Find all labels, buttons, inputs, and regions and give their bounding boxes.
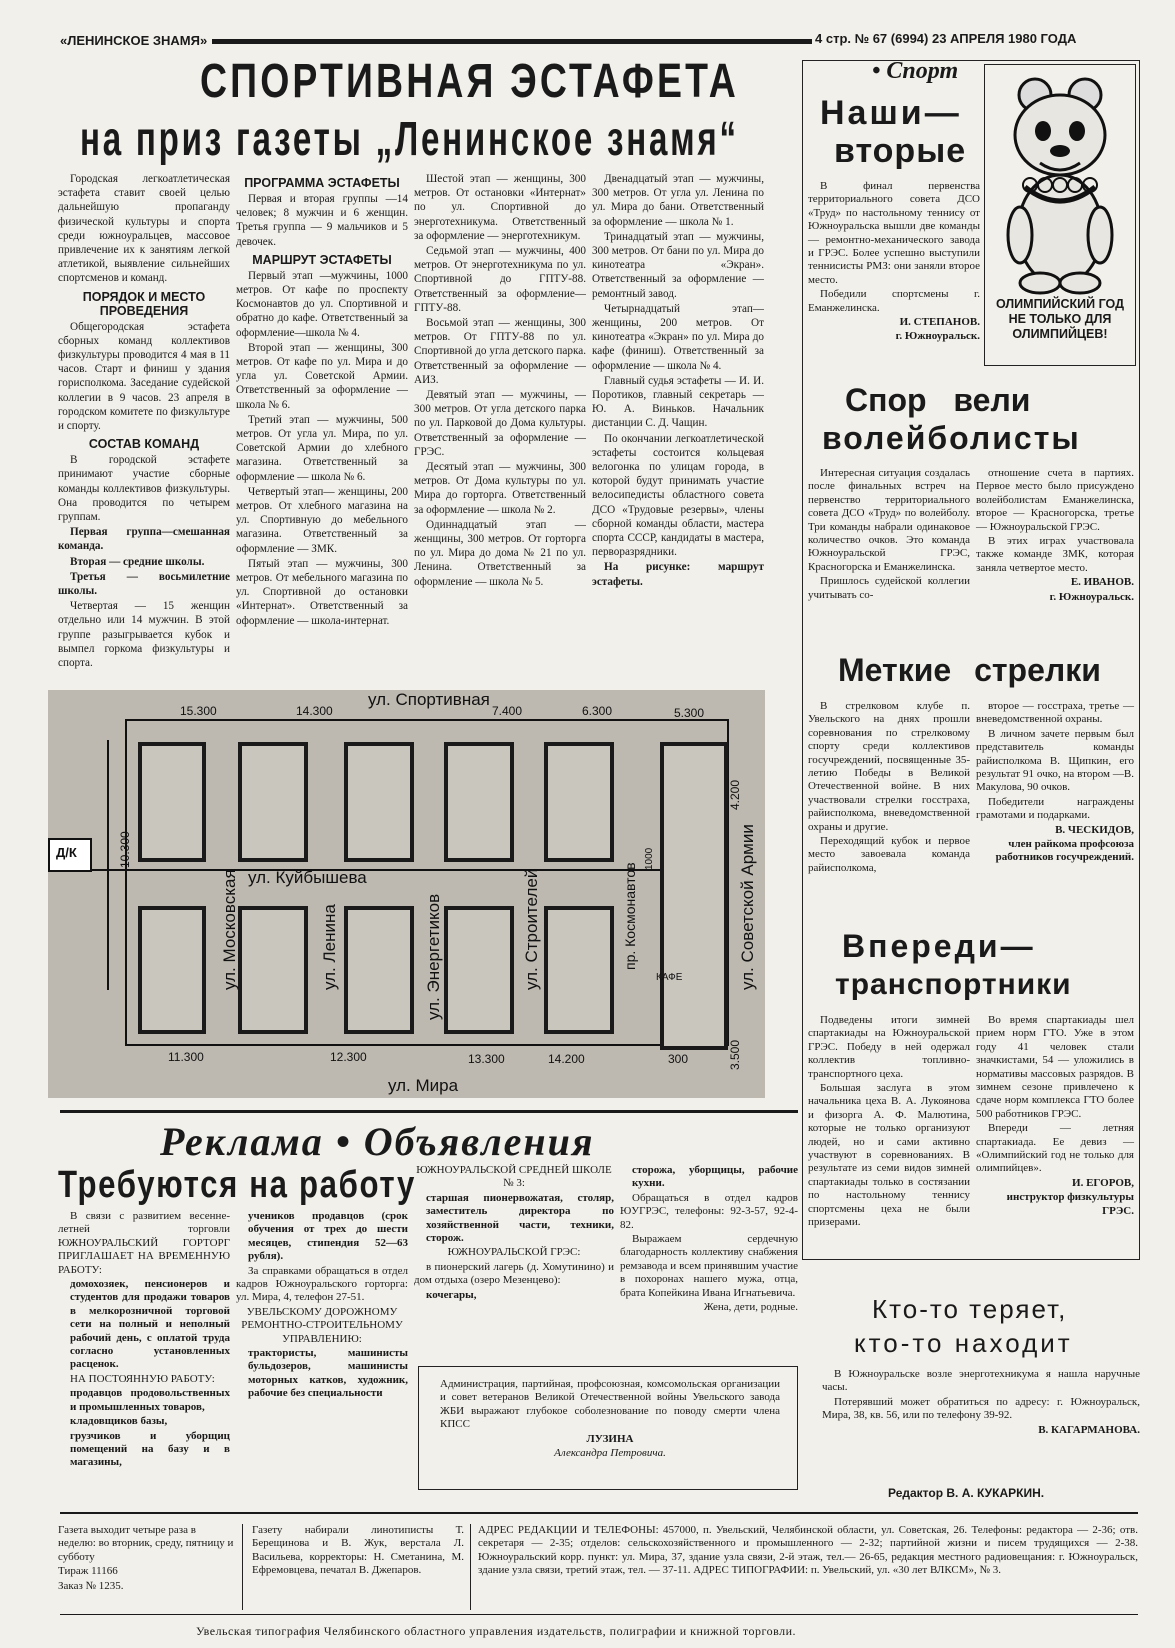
relay-heading-route: МАРШРУТ ЭСТАФЕТЫ: [252, 252, 392, 267]
issue-info: 4 стр. № 67 (6994) 23 АПРЕЛЯ 1980 ГОДА: [815, 31, 1077, 46]
relay-stage-9: Девятый этап — мужчины, — 300 метров. От угла детского парка по ул. Парковой до Дома культуры. Ответственный за оформление — ГРЭС.: [414, 389, 586, 458]
ads-gortorg-perm: НА ПОСТОЯННУЮ РАБОТУ:: [70, 1372, 215, 1385]
sport-art4-text2: Во время спартакиады шел прием норм ГТО. Уже в этом году 41 человек стали значкистами, 54 — уложились в нормативы массовых разрядов. В зимнем сезоне привлечено к сдаче норм комплекса ГТО более 500 работников ГРЭС.: [976, 1014, 1134, 1120]
ads-gres-contact: Обращаться в отдел кадров ЮУГРЭС, телефоны: 92-3-57, 92-4-82.: [620, 1191, 798, 1231]
relay-order-text: Общегородская эстафета сборных команд коллективов физкультуры проводится 4 мая в 11 часов. Старт и финиш у здания горисполкома. Заседание судейской коллегии в 9 часов. 23 апреля в городском комитете по физкультуре и спорту.: [58, 320, 230, 433]
map-dist-top-1: 15.300: [180, 704, 217, 718]
footer-address: АДРЕС РЕДАКЦИИ И ТЕЛЕФОНЫ: 457000, п. Увельский, Челябинской области, ул. Советская, 26. Телефоны: редактора — 2-36; отв. секретаря — 2-35; отделов: сельскохозяйственного и промышленного — 2-32; партийной жизни и писем трудящихся — 2-38. Южноуральский корр. пункт: ул. Мира, 37, здание узла связи, 2-й этаж, тел.— 26-65, редакция местного радиовещания: г. Южноуральск, здание узла связи, третий этаж, тел. — 37-11. АДРЕС ТИПОГРАФИИ: п. Увельский, ул. «30 лет ВЛКСМ», № 3.: [478, 1524, 1138, 1577]
ads-gortorg-temp: домохозяек, пенсионеров и студентов для продажи товаров в мелкорозничной торговой сети на полный и неполный рабочий день, с оплатой труда согласно установленных расценок.: [70, 1278, 230, 1371]
map-street-sportivnaya: ул. Спортивная: [368, 690, 490, 709]
sport-art4-text1b: Большая заслуга в этом начальника цеха В. А. Лукоянова и физорга А. Ф. Малютина, которые не только организуют людей, но и сами активно участвуют в соревнованиях. В результате из семи видов зимней спартакиады только в состязании по настольному теннису спортсмены цеха не были призерами.: [808, 1082, 970, 1229]
ads-gratitude-sig: Жена, дети, родные.: [703, 1301, 798, 1314]
relay-group-3: Третья — восьмилетние школы.: [58, 570, 230, 598]
relay-intro: Городская легкоатлетическая эстафета ставит своей целью дальнейшую пропаганду физической культуры и спорта среди южноуральцев, массовое привлечение их к занятиям легкой атлетикой, выявление сильнейших спортсменов и команд.: [58, 173, 230, 285]
sport-art3-text1b: Переходящий кубок и первое место завоевала команда райисполкома,: [808, 835, 970, 874]
ads-gres-jobs: сторожа, уборщицы, рабочие кухни.: [632, 1164, 798, 1190]
map-dist-top-3: 7.400: [492, 704, 523, 718]
olympic-box: [984, 64, 1136, 366]
sport-art2-sig2: г. Южноуральск.: [1049, 590, 1134, 603]
relay-judges: Главный судья эстафеты — И. И. Поротиков, главный секретарь — Ю. А. Виньков. Начальник дистанции С. Д. Чащин.: [592, 374, 764, 430]
sport-art2-text1b: Пришлось судейской коллегии учитывать со-: [808, 575, 970, 601]
route-map: [48, 690, 765, 1098]
sport-art3-col1: [808, 700, 970, 920]
footer-col-3: [478, 1524, 1138, 1614]
map-dist-kosm: 1000: [644, 847, 655, 870]
sport-art2-col1: [808, 467, 970, 647]
relay-column-4: [592, 172, 764, 652]
relay-heading-teams: СОСТАВ КОМАНД: [88, 437, 200, 452]
relay-stage-6: Шестой этап — женщины, 300 метров. От остановки «Интернат» по ул. Спортивной до энерготехникума. Ответственный за оформление — энерготехникум.: [414, 173, 586, 242]
relay-stage-11: Одиннадцатый этап — женщины, 300 метров. От горторга по ул. Мира до дома № 21 по ул. Ленина. Ответственный за оформление — школа № 5.: [414, 518, 586, 588]
lost-title2: кто-то находит: [854, 1328, 1073, 1358]
sport-art2-title2: волейболисты: [822, 420, 1081, 456]
footer-order: Заказ № 1235.: [58, 1579, 124, 1592]
footer-col-2: [252, 1524, 464, 1614]
map-street-kosmonavtov: пр. Космонавтов: [622, 862, 638, 970]
map-street-stroiteley: ул. Строителей: [522, 868, 541, 990]
ads-gres: ЮЖНОУРАЛЬСКОЙ ГРЭС:: [447, 1246, 581, 1259]
relay-group-2: Вторая — средние школы.: [70, 555, 205, 568]
ads-top-rule: [60, 1110, 798, 1113]
sport-art3-text2b: В личном зачете первым был представитель команды райисполкома В. Щипкин, его результат 91 очко, на втором —В. Макулова, 90 очков.: [976, 727, 1134, 794]
sport-art1-sig2: г. Южноуральск.: [895, 330, 980, 343]
map-dist-bot-5: 300: [668, 1052, 689, 1066]
map-dist-bot-1: 11.300: [168, 1050, 204, 1064]
relay-stage-3: Третий этап — мужчины, 500 метров. От угла ул. Мира, по ул. Советской Армии до хлебного магазина. Ответственный за оформление — школа № 6.: [236, 413, 408, 483]
lost-body: [822, 1368, 1140, 1478]
ads-gortorg-loaders: грузчиков и уборщиц помещений на базу и в магазины,: [70, 1429, 230, 1469]
map-dist-top-2: 14.300: [296, 704, 333, 718]
relay-stage-5: Пятый этап — мужчины, 300 метров. От мебельного магазина по ул. Спортивной до остановки «Интернат». Ответственный за оформление — школа-интернат.: [236, 557, 408, 627]
ads-col-3: [414, 1164, 614, 1364]
relay-stage-10: Десятый этап — мужчины, 300 метров. От Дома культуры по ул. Мира до горторга. Ответственный за оформление — школа № 2.: [414, 461, 586, 516]
sport-art1-title2: вторые: [834, 132, 967, 170]
map-dist-bot-2: 12.300: [330, 1050, 367, 1064]
relay-column-2: [236, 172, 408, 652]
sport-art4-title1: Впереди—: [842, 928, 1036, 964]
map-street-moskovskaya: ул. Московская: [220, 869, 239, 990]
map-block-5: [544, 742, 614, 862]
ads-drsu: УВЕЛЬСКОМУ ДОРОЖНОМУ РЕМОНТНО-СТРОИТЕЛЬНОМУ УПРАВЛЕНИЮ:: [241, 1305, 403, 1345]
sport-art4-sig2: инструктор физкультуры ГРЭС.: [1006, 1191, 1134, 1217]
sport-art2-text1: Интересная ситуация создалась после финальных встреч на первенство территориального совета ДСО «Труд» по волейболу. Три команды набрали одинаковое количество очков. Это команда Южноуральской ГРЭС, Красногорска и Еманжелинска.: [808, 467, 970, 573]
lost-text2: Потерявший может обратиться по адресу: г. Южноуральск, Мира, 38, кв. 56, или по телефону 39-92.: [822, 1395, 1140, 1422]
relay-bike-race: По окончании легкоатлетической эстафеты состоится кольцевая велогонка по улицам города, в которой будут принимать участие велосипедисты областного совета ДСО «Трудовые резервы», члены сборной команды области, мастера спорта СССР, кандидаты в мастера, перворазрядники.: [592, 432, 764, 559]
sport-art1-title1: Наши—: [820, 94, 962, 132]
relay-stage-1: Первый этап —мужчины, 1000 метров. От кафе по проспекту Космонавтов до ул. Спортивной и обратно до кафе. Ответственный за оформление—школа № 4.: [236, 269, 408, 339]
map-kafe: КАФЕ: [656, 972, 683, 983]
map-block-7: [138, 906, 206, 1034]
relay-stage-4: Четвертый этап— женщины, 200 метров. От хлебного магазина на ул. Спортивную до мебельного магазина. Ответственный за оформление — ЗМК.: [236, 485, 408, 555]
sport-art3-text2c: Победители награждены грамотами и подарками.: [976, 795, 1134, 822]
footer-divider-1: [242, 1524, 243, 1610]
relay-title-line2: на приз газеты „Ленинское знамя“: [80, 113, 739, 166]
sport-art3-sig2: член райкома профсоюза работников госучреждений.: [995, 838, 1134, 864]
footer-printer: Увельская типография Челябинского областного управления издательств, полиграфии и книжной торговли.: [196, 1624, 797, 1638]
relay-group-4: Четвертая — 15 женщин отдельно или 14 мужчин. В этой группе разыгрывается кубок и вымпел горкома физкультуры и спорта.: [58, 600, 230, 670]
condolence-name2: Александра Петровича.: [554, 1447, 666, 1460]
map-block-11: [544, 906, 614, 1034]
sport-art4-text1: Подведены итоги зимней спартакиады на Южноуральской ГРЭС. Победу в ней одержал коллектив топливно-транспортного цеха.: [808, 1014, 970, 1080]
map-block-3: [344, 742, 414, 862]
relay-stage-13: Тринадцатый этап — мужчины, 300 метров. От бани по ул. Мира до кинотеатра «Экран». Ответственный за оформление — ремонтный завод.: [592, 230, 764, 300]
ads-drsu-jobs: трактористы, машинисты бульдозеров, машинисты моторных катков, художник, рабочие без специальности: [248, 1347, 408, 1400]
footer-col-1: [58, 1524, 236, 1614]
map-street-sovarmii: ул. Советской Армии: [738, 824, 757, 990]
ads-gortorg-sellers: продавцов продовольственных и промышленных товаров,: [70, 1387, 230, 1413]
map-block-2: [238, 742, 308, 862]
sport-art3-sig1: В. ЧЕСКИДОВ,: [1055, 823, 1134, 836]
ads-gortorg-storekeepers: кладовщиков базы,: [70, 1415, 168, 1428]
map-dist-bot-6: 3.500: [728, 1039, 742, 1070]
condolence: [440, 1378, 780, 1484]
map-block-6: [660, 742, 728, 1050]
sport-art3-text2: второе — госстраха, третье — вневедомственной охраны.: [976, 700, 1134, 726]
relay-group-1: Первая группа—смешанная команда.: [58, 526, 230, 553]
footer-typesetters: Газету набирали линотиписты Т. Берещинова и В. Жук, верстала Л. Васильева, корректоры: Н. Сметанина, М. Ефремовцева, печатал В. Джепаров.: [252, 1524, 464, 1577]
lost-text: В Южноуральске возле энерготехникума я нашла наручные часы.: [822, 1368, 1140, 1394]
footer-divider-2: [470, 1524, 471, 1610]
lost-title1: Кто-то теряет,: [872, 1294, 1068, 1324]
ads-col-2: [236, 1210, 408, 1486]
olympic-bear-icon: [985, 65, 1135, 295]
sport-art3-col2: [976, 700, 1134, 920]
sport-art4-col1: [808, 1014, 970, 1256]
ads-col-1: [58, 1210, 230, 1486]
map-block-8: [238, 906, 308, 1034]
map-dist-top-5: 5.300: [674, 706, 705, 720]
condolence-text: Администрация, партийная, профсоюзная, комсомольская организации и совет ветеранов Великой Отечественной войны Увельского завода ЖБИ выражают глубокое соболезнование по поводу смерти члена КПСС: [440, 1378, 780, 1431]
map-dist-bot-4: 14.200: [548, 1052, 585, 1066]
map-dist-right: 4.200: [728, 779, 742, 810]
sport-art2-title1: Спор вели: [845, 382, 1031, 418]
sport-art1-text: В финал первенства территориального совета ДСО «Труд» по настольному теннису от Южноуральска вышли две команды — ремонтно-механического завода и ГРЭС. Более успешно выступили теннисисты РМЗ: они заняли второе место.: [808, 180, 980, 286]
relay-heading-order: ПОРЯДОК И МЕСТО ПРОВЕДЕНИЯ: [82, 289, 206, 318]
sport-art4-col2: [976, 1014, 1134, 1256]
lost-sig: В. КАГАРМАНОВА.: [1038, 1423, 1140, 1436]
sport-art4-text2b: Впереди — летняя спартакиада. Ее девиз — «Олимпийский год не только для олимпийцев».: [976, 1122, 1134, 1175]
sport-art3-text1: В стрелковом клубе п. Увельского на днях прошли соревнования по стрелковому спорту среди коллективов госучреждений, посвященные 35-летию Победы в Великой Отечественной войне. В них участвовали стрелки госстраха, райисполкома, вневедомственной охраны и другие.: [808, 700, 970, 833]
relay-title-line1: СПОРТИВНАЯ ЭСТАФЕТА: [200, 55, 739, 108]
footer-rule: [60, 1512, 1138, 1514]
condolence-name1: ЛУЗИНА: [586, 1432, 634, 1445]
ads-gres-camp: в пионерский лагерь (д. Хомутинино) и дом отдыха (озеро Мезенцево):: [414, 1260, 614, 1287]
sport-art2-text2: отношение счета в партиях. Первое место было присуждено волейболистам Еманжелинска, второе — Красногорска, третье — Южноуральской ГРЭС.: [976, 467, 1134, 533]
jobs-title: Требуются на работу: [58, 1164, 417, 1206]
footer-circulation: Тираж 11166: [58, 1565, 118, 1578]
ads-gortorg-intro: В связи с развитием весенне-летней торговли ЮЖНОУРАЛЬСКИЙ ГОРТОРГ ПРИГЛАШАЕТ НА ВРЕМЕННУЮ РАБОТУ:: [58, 1210, 230, 1276]
ads-gortorg-students: учеников продавцов (срок обучения от трех до шести месяцев, стипендия 52—63 рубля).: [248, 1210, 408, 1263]
sport-rubric: • Спорт: [872, 58, 959, 84]
paper-name: «ЛЕНИНСКОЕ ЗНАМЯ»: [60, 33, 208, 48]
sport-art1-body: [808, 180, 980, 380]
map-dist-left: 10.300: [118, 831, 132, 868]
sport-art1-text2: Победили спортсмены г. Еманжелинска.: [808, 288, 980, 314]
relay-stage-2: Второй этап — женщины, 300 метров. От кафе по ул. Мира и до угла ул. Советской Армии. Ответственный за оформление — школа № 6.: [236, 341, 408, 411]
relay-stage-7: Седьмой этап — мужчины, 400 метров. От энерготехникума по ул. Спортивной до ГПТУ-88. Ответственный за оформление— ГПТУ-88.: [414, 245, 586, 314]
ads-rubric: Реклама • Объявления: [160, 1119, 595, 1164]
relay-heading-program: ПРОГРАММА ЭСТАФЕТЫ: [244, 176, 400, 190]
ads-school3: ЮЖНОУРАЛЬСКОЙ СРЕДНЕЙ ШКОЛЕ № 3:: [416, 1164, 612, 1190]
map-street-energetikov: ул. Энергетиков: [424, 893, 443, 1020]
map-street-lenina: ул. Ленина: [320, 904, 339, 990]
sport-art2-text2b: В этих играх участвовала также команде ЗМК, которая заняла четвертое место.: [976, 535, 1134, 574]
relay-stage-12: Двенадцатый этап — мужчины, 300 метров. От угла ул. Ленина по ул. Мира до бани. Ответственный за оформление — школа № 1.: [592, 173, 764, 228]
relay-caption: [592, 560, 764, 588]
map-block-4: [444, 742, 514, 862]
relay-caption-text: маршрут эстафеты.: [592, 561, 764, 588]
map-street-mira: ул. Мира: [388, 1076, 459, 1095]
relay-column-3: [414, 172, 586, 652]
olympic-text: ОЛИМПИЙСКИЙ ГОД НЕ ТОЛЬКО ДЛЯ ОЛИМПИЙЦЕВ!: [995, 297, 1124, 341]
sport-art3-title: Меткие стрелки: [838, 652, 1101, 688]
sport-art4-title2: транспортники: [835, 968, 1072, 1001]
map-dist-bot-3: 13.300: [468, 1052, 505, 1066]
relay-stage-8: Восьмой этап — женщины, 300 метров. От ГПТУ-88 по ул. Спортивной до угла детского парка. Ответственный за оформление — АИЗ.: [414, 317, 586, 386]
sport-art2-col2: [976, 467, 1134, 647]
relay-teams-text: В городской эстафете принимают участие сборные команды коллективов физкультуры. Она проводится по четырем группам.: [58, 454, 230, 524]
relay-program-text: Первая и вторая группы —14 человек; 8 мужчин и 6 женщин. Третья группа — 9 мальчиков и 5 девочек.: [236, 193, 408, 248]
editor: Редактор В. А. КУКАРКИН.: [888, 1486, 1045, 1500]
map-block-1: [138, 742, 206, 862]
map-street-kuibysheva: ул. Куйбышева: [248, 868, 367, 887]
sport-art1-sig1: И. СТЕПАНОВ.: [899, 316, 980, 329]
footer-bottom-rule: [60, 1614, 1138, 1615]
relay-column-1: [58, 172, 230, 670]
map-dist-top-4: 6.300: [582, 704, 613, 718]
ads-school3-jobs: старшая пионервожатая, столяр, заместитель директора по хозяйственной части, техники, сторож.: [426, 1191, 614, 1245]
header-rule: [212, 39, 812, 44]
map-block-9: [344, 906, 414, 1034]
footer-schedule: Газета выходит четыре раза в неделю: во вторник, среду, пятницу и субботу: [58, 1524, 234, 1563]
sport-art4-sig1: И. ЕГОРОВ,: [1072, 1176, 1134, 1189]
relay-stage-14: Четырнадцатый этап— женщины, 200 метров. От кинотеатра «Экран» по ул. Мира до кафе (финиш). Ответственный за оформление — школа № 4.: [592, 302, 764, 372]
relay-caption-label: На рисунке:: [604, 561, 691, 574]
ads-gres-stokers: кочегары,: [426, 1288, 477, 1301]
sport-art2-sig1: Е. ИВАНОВ.: [1070, 576, 1134, 589]
ads-gratitude: Выражаем сердечную благодарность коллективу снабжения ремзавода и всем принявшим участие в похоронах нашего мужа, отца, брата Копейкина Ивана Игнатьевича.: [620, 1233, 798, 1299]
map-block-10: [444, 906, 514, 1034]
ads-col-4: [620, 1164, 798, 1364]
map-dk: Д/К: [56, 845, 77, 860]
ads-gortorg-contact: За справками обращаться в отдел кадров Южноуральского горторга: ул. Мира, 4, телефон 27-51.: [236, 1264, 408, 1304]
